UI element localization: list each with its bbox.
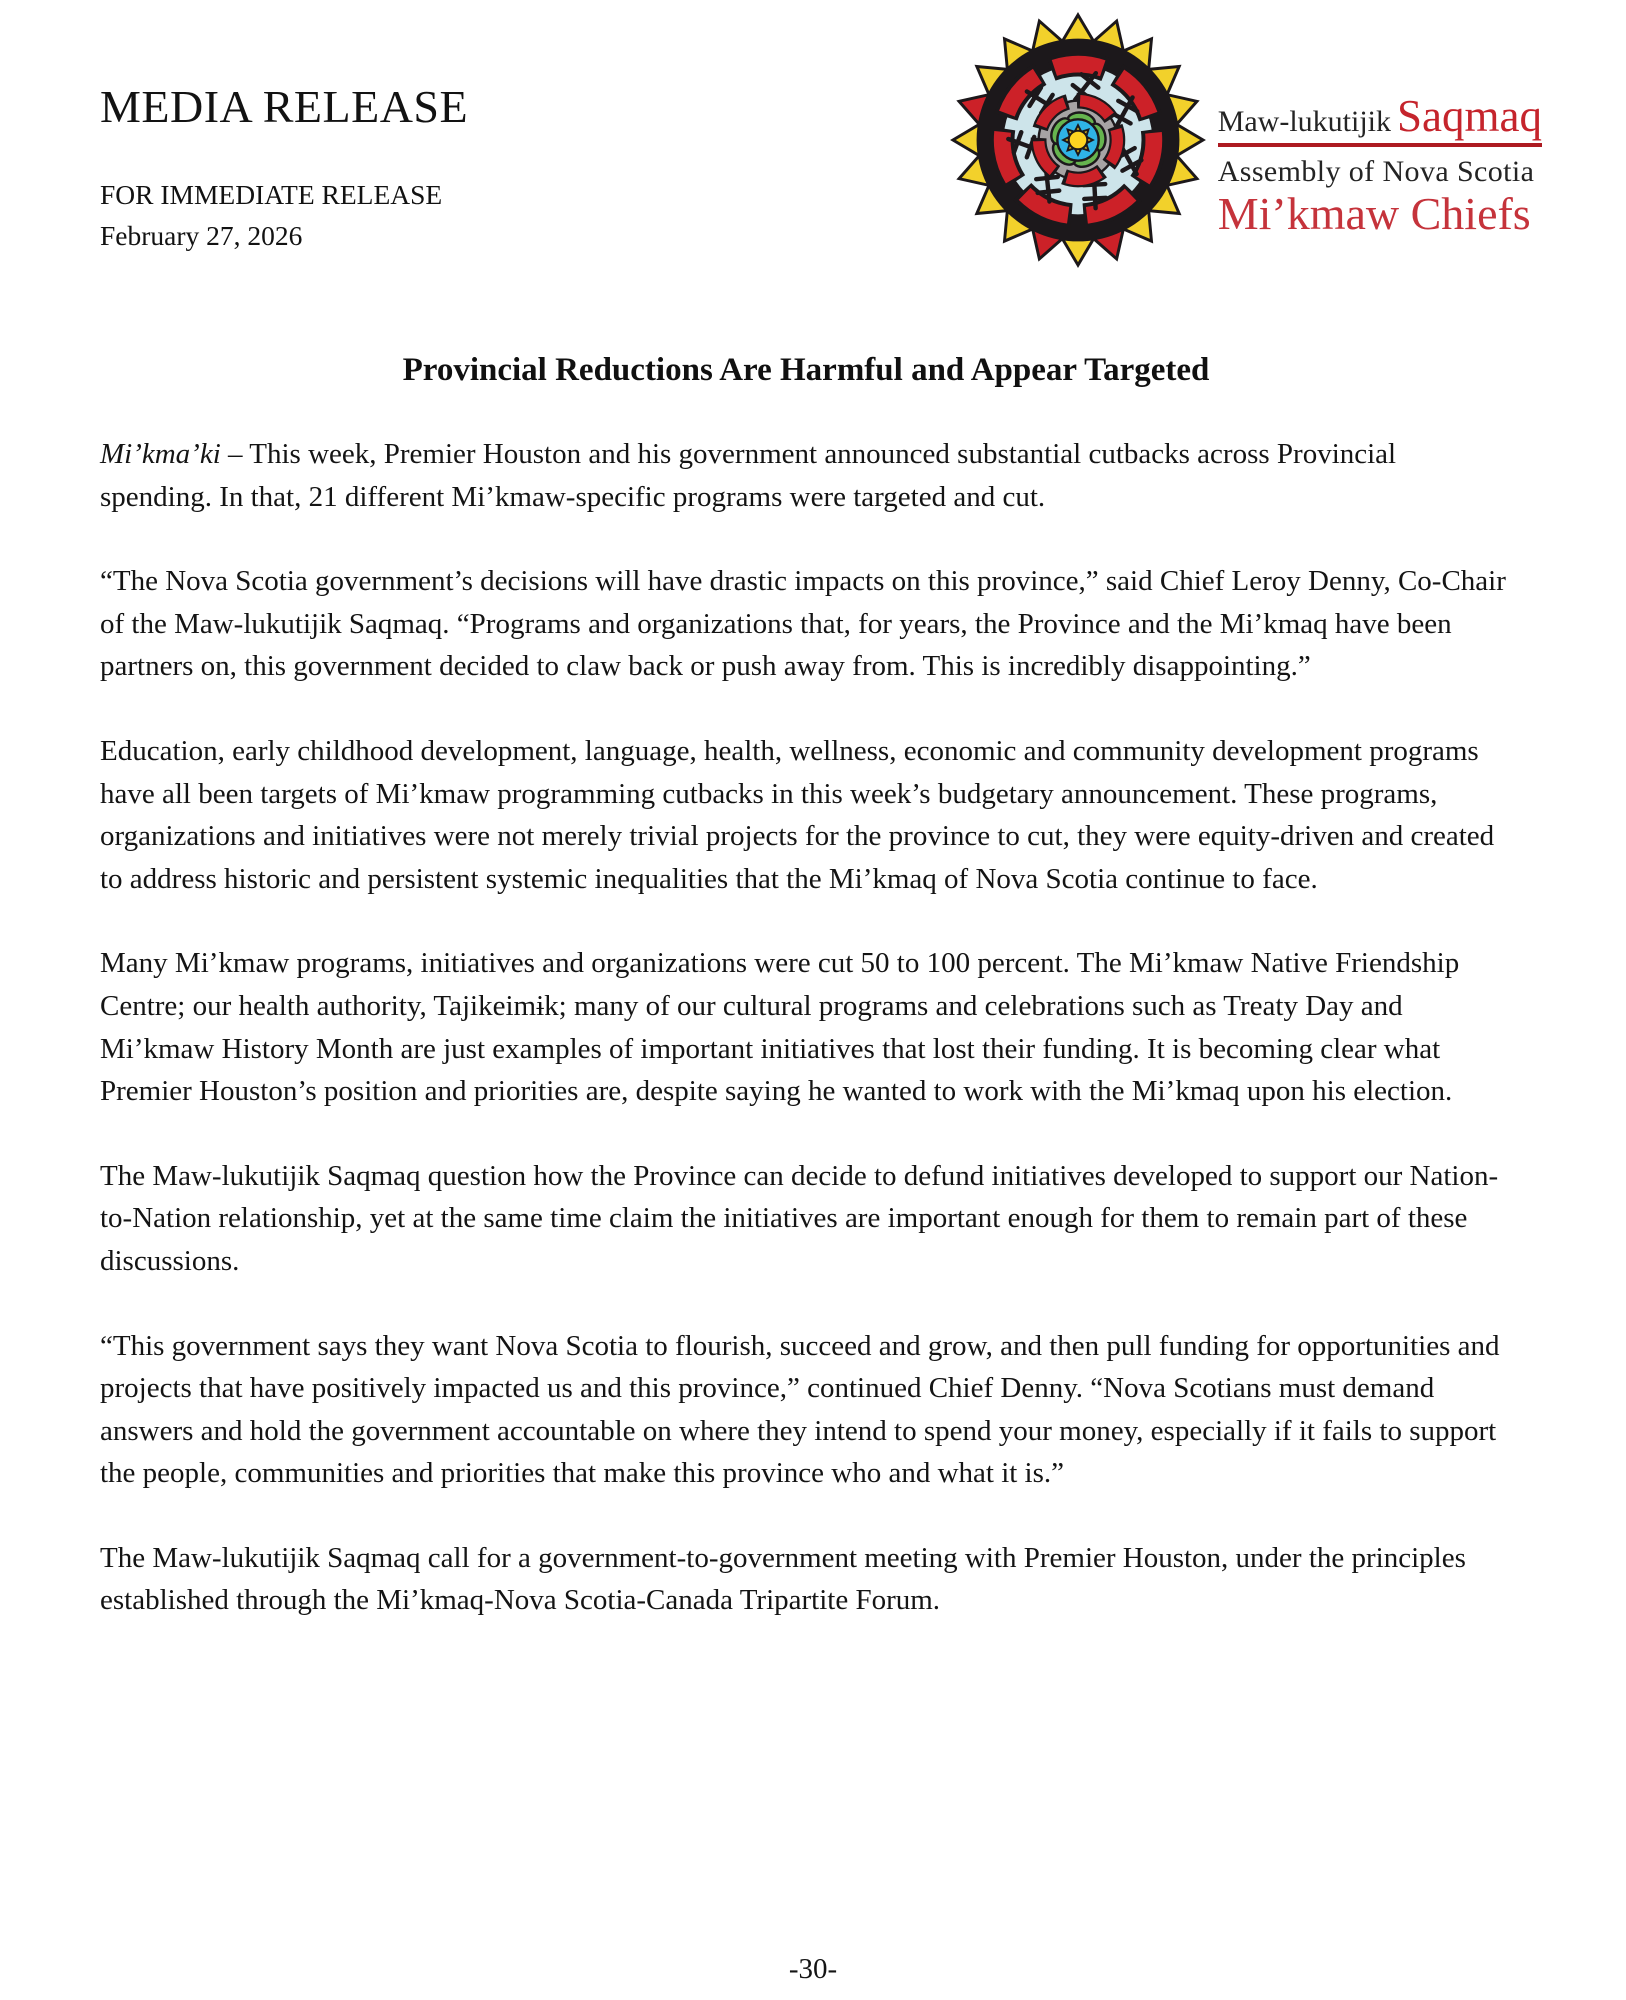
paragraph-1: [100, 433, 1512, 518]
article: [100, 352, 1512, 1664]
logo-org-name: [1217, 91, 1542, 141]
assembly-logo-text: [1218, 12, 1542, 239]
logo-chiefs-line: Mi’kmaw Chiefs: [1217, 188, 1531, 239]
paragraph-4: Many Mi’kmaw programs, initiatives and organizations were cut 50 to 100 percent. The Mi’kmaw Native Friendship Centre; our health authority, Tajikeimɨk; many of our cultural programs and celebrations such as Treaty Day and Mi’kmaw History Month are just examples of important initiatives that lost their funding. It is becoming clear what Premier Houston’s position and priorities are, despite saying he wanted to work with the Mi’kmaq upon his election.: [100, 947, 1460, 1108]
dateline: Mi’kma’ki: [100, 438, 221, 470]
logo-org-name-red: Saqmaq: [1397, 91, 1542, 141]
logo-org-name-black: Maw-lukutijik: [1217, 105, 1392, 138]
release-date: February 27, 2026: [100, 220, 303, 251]
paragraph-1-text: – This week, Premier Houston and his government announced substantial cutbacks across Provincial spending. In that, 21 different Mi’kmaw-specific programs were targeted and cut.: [100, 438, 1397, 513]
release-status: FOR IMMEDIATE RELEASE: [100, 179, 443, 210]
logo-divider: [1218, 143, 1542, 147]
document-header: [100, 80, 468, 252]
paragraph-2: “The Nova Scotia government’s decisions will have drastic impacts on this province,” said Chief Leroy Denny, Co-Chair of the Maw-lukutijik Saqmaq. “Programs and organizations that, for years, the Province and the Mi’kmaq have been partners on, this government decided to claw back or push away from. This is incredibly disappointing.”: [100, 565, 1506, 683]
paragraph-7: The Maw-lukutijik Saqmaq call for a government-to-government meeting with Premier Houston, under the principles established through the Mi’kmaq-Nova Scotia-Canada Tripartite Forum.: [100, 1541, 1466, 1617]
assembly-emblem-icon: [950, 12, 1206, 268]
article-body: [100, 433, 1512, 1622]
headline: Provincial Reductions Are Harmful and Appear Targeted: [402, 352, 1210, 388]
paragraph-5: The Maw-lukutijik Saqmaq question how the Province can decide to defund initiatives developed to support our Nation-to-Nation relationship, yet at the same time claim the initiatives are important enough for them to remain part of these discussions.: [100, 1159, 1499, 1277]
assembly-logo: [950, 12, 1542, 268]
logo-assembly-line: Assembly of Nova Scotia: [1217, 155, 1535, 188]
sun-icon: [1063, 125, 1093, 155]
page-title: MEDIA RELEASE: [100, 81, 469, 132]
paragraph-3: Education, early childhood development, language, health, wellness, economic and community development programs have all been targets of Mi’kmaw programming cutbacks in this week’s budgetary announcement. These programs, organizations and initiatives were not merely trivial projects for the province to cut, they were equity-driven and created to address historic and persistent systemic inequalities that the Mi’kmaq of Nova Scotia continue to face.: [100, 734, 1495, 895]
paragraph-6: “This government says they want Nova Scotia to flourish, succeed and grow, and then pull funding for opportunities and projects that have positively impacted us and this province,” continued Chief Denny. “Nova Scotians must demand answers and hold the government accountable on where they intend to spend your money, especially if it fails to support the people, communities and priorities that make this province who and what it is.”: [100, 1329, 1500, 1490]
end-mark: -30-: [788, 1953, 838, 1985]
